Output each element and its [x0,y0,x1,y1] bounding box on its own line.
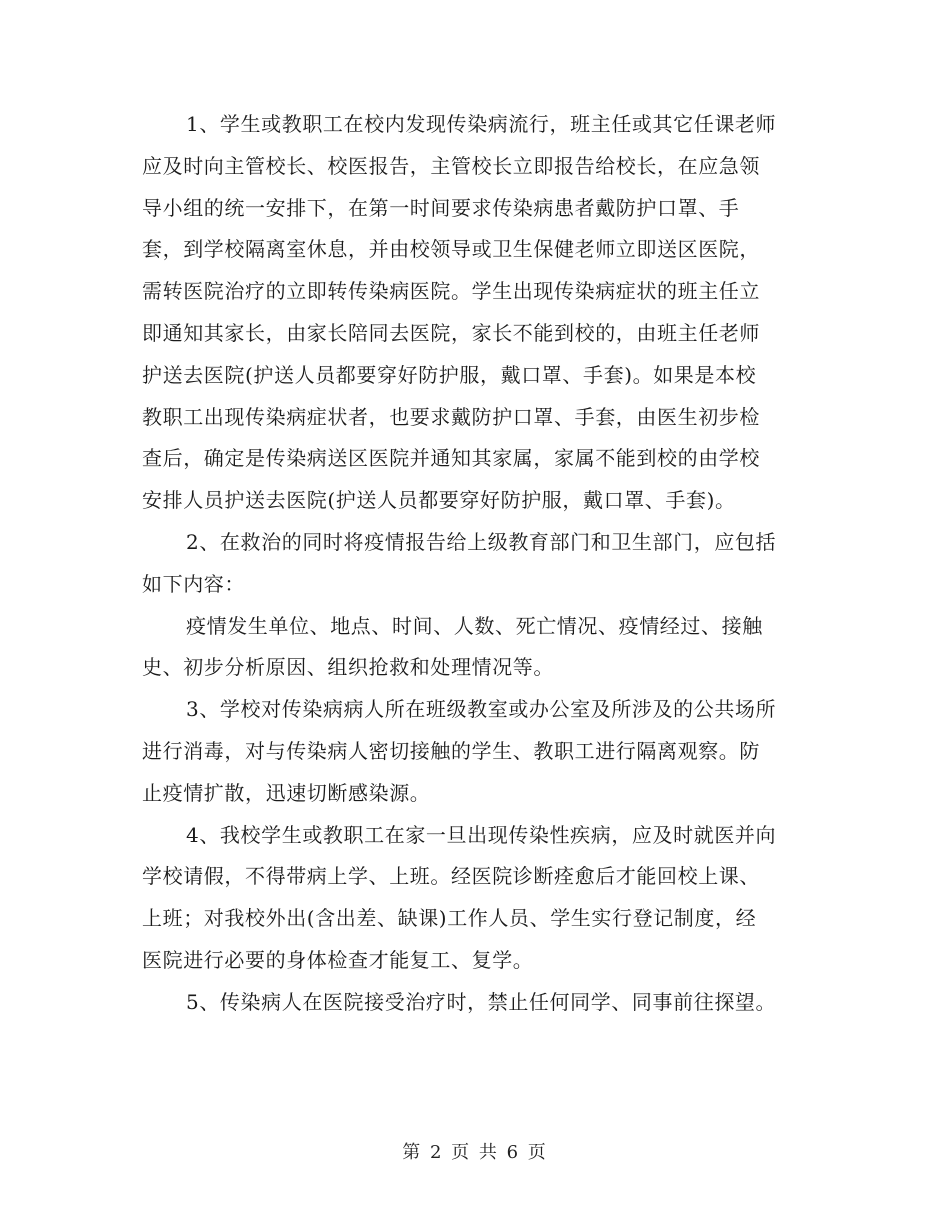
paragraph-4 [142,689,812,814]
text-line: 需转医院治疗的立即转传染病医院。学生出现传染病症状的班主任立 [142,279,760,304]
text-line: 学校请假，不得带病上学、上班。经医院诊断痊愈后才能回校上课、 [142,864,760,889]
text-line: 1、学生或教职工在校内发现传染病流行，班主任或其它任课老师 [186,112,777,136]
text-line: 套，到学校隔离室休息，并由校领导或卫生保健老师立即送区医院， [142,237,760,262]
text-line: 教职工出现传染病症状者，也要求戴防护口罩、手套，由医生初步检 [142,404,760,429]
paragraph-1 [142,104,812,522]
text-line: 4、我校学生或教职工在家一旦出现传染性疾病，应及时就医并向 [186,822,777,847]
text-line: 5、传染病人在医院接受治疗时，禁止任何同学、同事前往探望。 [186,989,777,1014]
text-line: 查后，确定是传染病送区医院并通知其家属，家属不能到校的由学校 [142,446,760,471]
text-line: 如下内容： [142,571,245,596]
paragraph-2 [142,522,812,606]
page-number-footer: 第 2 页 共 6 页 [402,1142,548,1163]
document-body [142,104,812,1024]
text-line: 安排人员护送去医院(护送人员都要穿好防护服，戴口罩、手套)。 [142,488,736,513]
text-line: 进行消毒，对与传染病人密切接触的学生、教职工进行隔离观察。防 [142,738,760,763]
text-line: 应及时向主管校长、校医报告，主管校长立即报告给校长，在应急领 [142,153,760,178]
paragraph-3 [142,606,812,690]
paragraph-5 [142,815,812,982]
text-line: 史、初步分析原因、组织抢救和处理情况等。 [142,655,554,680]
text-line: 2、在救治的同时将疫情报告给上级教育部门和卫生部门，应包括 [186,529,777,554]
text-line: 医院进行必要的身体检查才能复工、复学。 [142,947,534,972]
text-line: 3、学校对传染病病人所在班级教室或办公室及所涉及的公共场所 [186,697,777,722]
text-line: 上班；对我校外出(含出差、缺课)工作人员、学生实行登记制度，经 [142,906,757,931]
text-line: 护送去医院(护送人员都要穿好防护服，戴口罩、手套)。如果是本校 [142,362,757,387]
text-line: 止疫情扩散，迅速切断感染源。 [142,780,431,805]
text-line: 导小组的统一安排下，在第一时间要求传染病患者戴防护口罩、手 [142,195,740,220]
text-line: 疫情发生单位、地点、时间、人数、死亡情况、疫情经过、接触 [186,613,763,638]
paragraph-6 [142,982,812,1024]
text-line: 即通知其家长，由家长陪同去医院，家长不能到校的，由班主任老师 [142,320,760,345]
